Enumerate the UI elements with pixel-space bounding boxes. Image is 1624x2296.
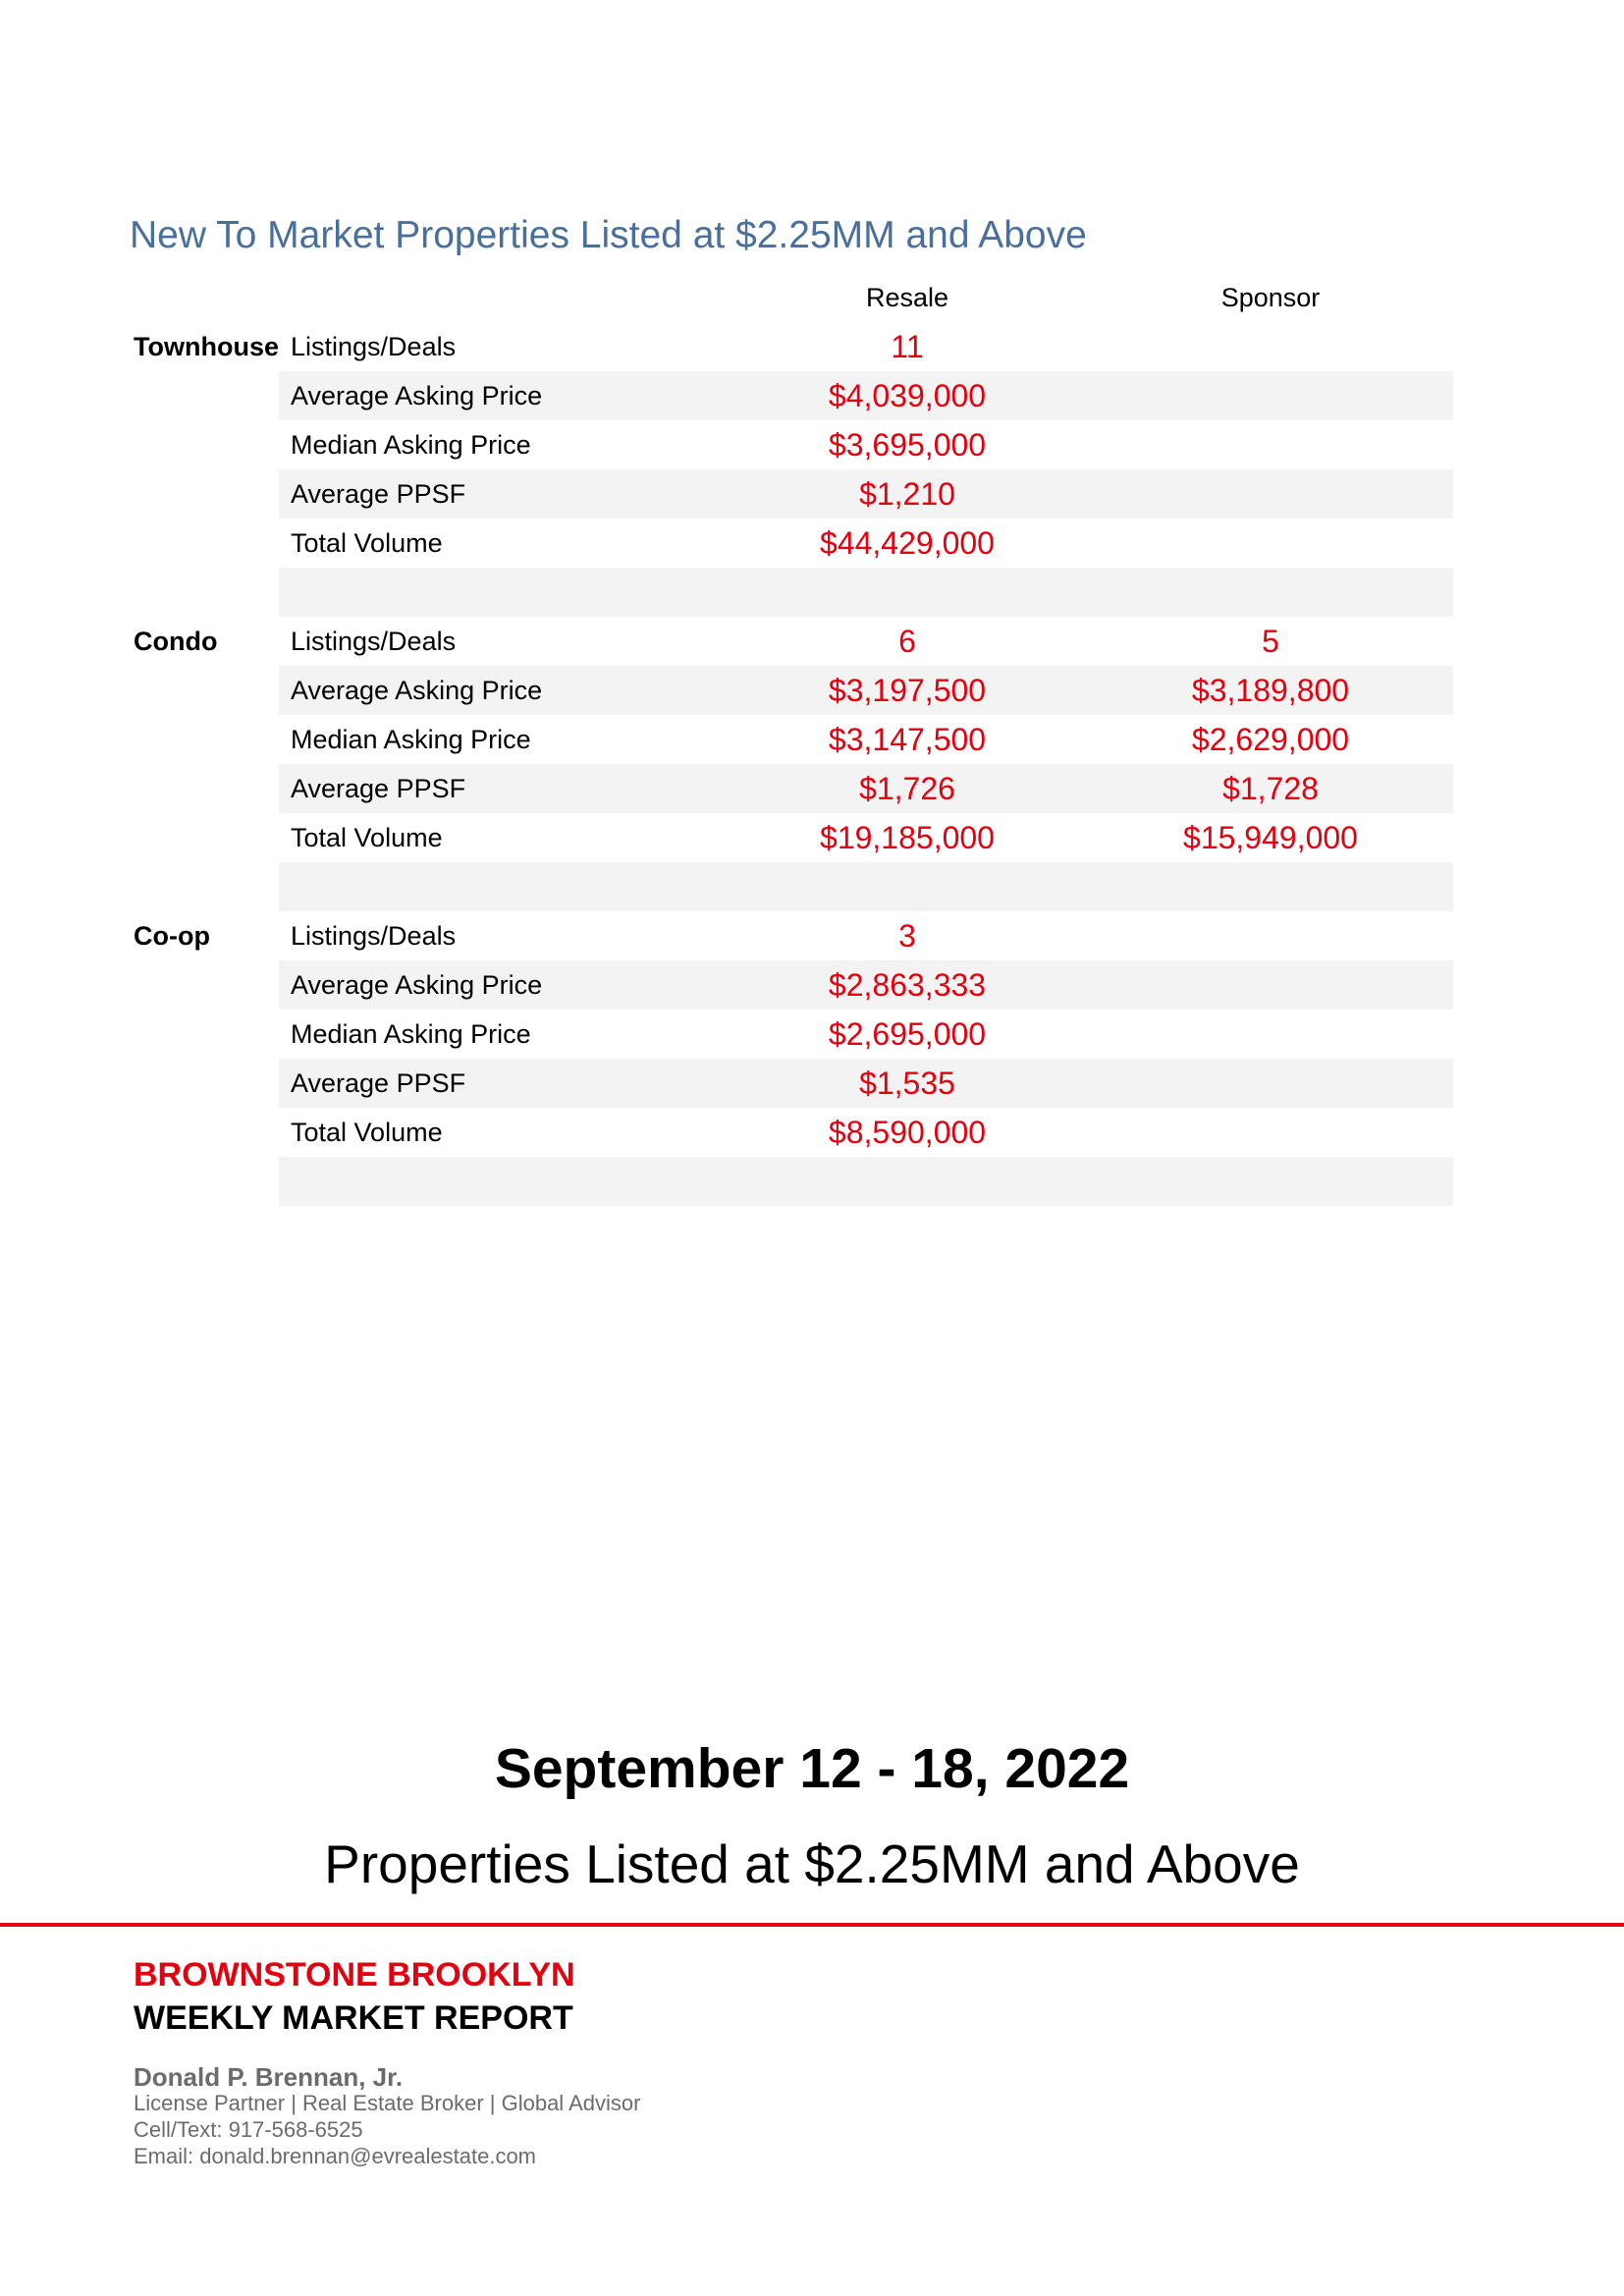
- agent-roles: License Partner | Real Estate Broker | Global Advisor: [134, 2091, 641, 2115]
- table-row: [279, 715, 1453, 764]
- table-row: [279, 911, 1453, 960]
- group-label: Condo: [134, 627, 218, 656]
- table-row: [279, 960, 1453, 1010]
- table-row: [279, 1059, 1453, 1108]
- metric-label: Average PPSF: [291, 1068, 466, 1098]
- table-row: [279, 420, 1453, 469]
- column-header-sponsor: Sponsor: [1220, 283, 1321, 312]
- spacer-row: [279, 1157, 1453, 1206]
- report-date: September 12 - 18, 2022: [494, 1737, 1130, 1800]
- report-title: New To Market Properties Listed at $2.25MM and Above: [130, 214, 1087, 256]
- resale-value: 3: [898, 918, 916, 954]
- footer-divider: [0, 1923, 1624, 1927]
- metric-label: Median Asking Price: [291, 1019, 531, 1049]
- sponsor-value: 5: [1262, 624, 1279, 659]
- resale-value: $3,695,000: [828, 427, 987, 463]
- agent-name: Donald P. Brennan, Jr.: [134, 2062, 404, 2092]
- metric-label: Average Asking Price: [291, 676, 543, 705]
- report-subtitle: Properties Listed at $2.25MM and Above: [324, 1833, 1300, 1894]
- sponsor-value: $3,189,800: [1191, 673, 1350, 708]
- metric-label: Total Volume: [291, 1118, 443, 1147]
- metric-label: Average Asking Price: [291, 381, 543, 410]
- spacer-row: [279, 862, 1453, 911]
- brand-name: BROWNSTONE BROOKLYN: [134, 1956, 575, 1994]
- resale-value: 6: [898, 624, 916, 659]
- metric-label: Average PPSF: [291, 479, 466, 509]
- resale-value: 11: [891, 329, 924, 364]
- table-row: [279, 764, 1453, 813]
- resale-value: $2,695,000: [828, 1016, 987, 1052]
- spacer-row: [279, 568, 1453, 617]
- resale-value: $2,863,333: [828, 967, 987, 1003]
- table-row: [279, 371, 1453, 420]
- resale-value: $1,535: [859, 1066, 955, 1101]
- table-row: [279, 617, 1453, 666]
- sponsor-value: $2,629,000: [1191, 722, 1350, 757]
- resale-value: $1,210: [859, 476, 955, 512]
- table-row: [279, 469, 1453, 519]
- metric-label: Median Asking Price: [291, 725, 531, 754]
- metric-label: Median Asking Price: [291, 430, 531, 460]
- metric-label: Average PPSF: [291, 774, 466, 803]
- metric-label: Total Volume: [291, 823, 443, 852]
- table-row: [279, 813, 1453, 862]
- sponsor-value: $15,949,000: [1183, 820, 1358, 855]
- resale-value: $4,039,000: [828, 378, 987, 413]
- metric-label: Listings/Deals: [291, 921, 457, 951]
- metric-label: Listings/Deals: [291, 627, 457, 656]
- table-row: [279, 519, 1453, 568]
- agent-email: Email: donald.brennan@evrealestate.com: [134, 2144, 537, 2168]
- resale-value: $19,185,000: [820, 820, 995, 855]
- metric-label: Listings/Deals: [291, 332, 457, 361]
- group-label: Co-op: [134, 921, 210, 951]
- table-row: [279, 322, 1453, 371]
- sponsor-value: $1,728: [1222, 771, 1319, 806]
- column-header-resale: Resale: [865, 283, 949, 312]
- resale-value: $1,726: [859, 771, 955, 806]
- table-row: [279, 1010, 1453, 1059]
- resale-value: $44,429,000: [820, 525, 995, 561]
- group-label: Townhouse: [134, 332, 279, 361]
- agent-phone: Cell/Text: 917-568-6525: [134, 2117, 363, 2142]
- resale-value: $3,147,500: [828, 722, 987, 757]
- metric-label: Total Volume: [291, 528, 443, 558]
- resale-value: $3,197,500: [828, 673, 987, 708]
- table-row: [279, 666, 1453, 715]
- resale-value: $8,590,000: [828, 1115, 987, 1150]
- metric-label: Average Asking Price: [291, 970, 543, 1000]
- brand-report-name: WEEKLY MARKET REPORT: [134, 1999, 573, 2037]
- table-row: [279, 1108, 1453, 1157]
